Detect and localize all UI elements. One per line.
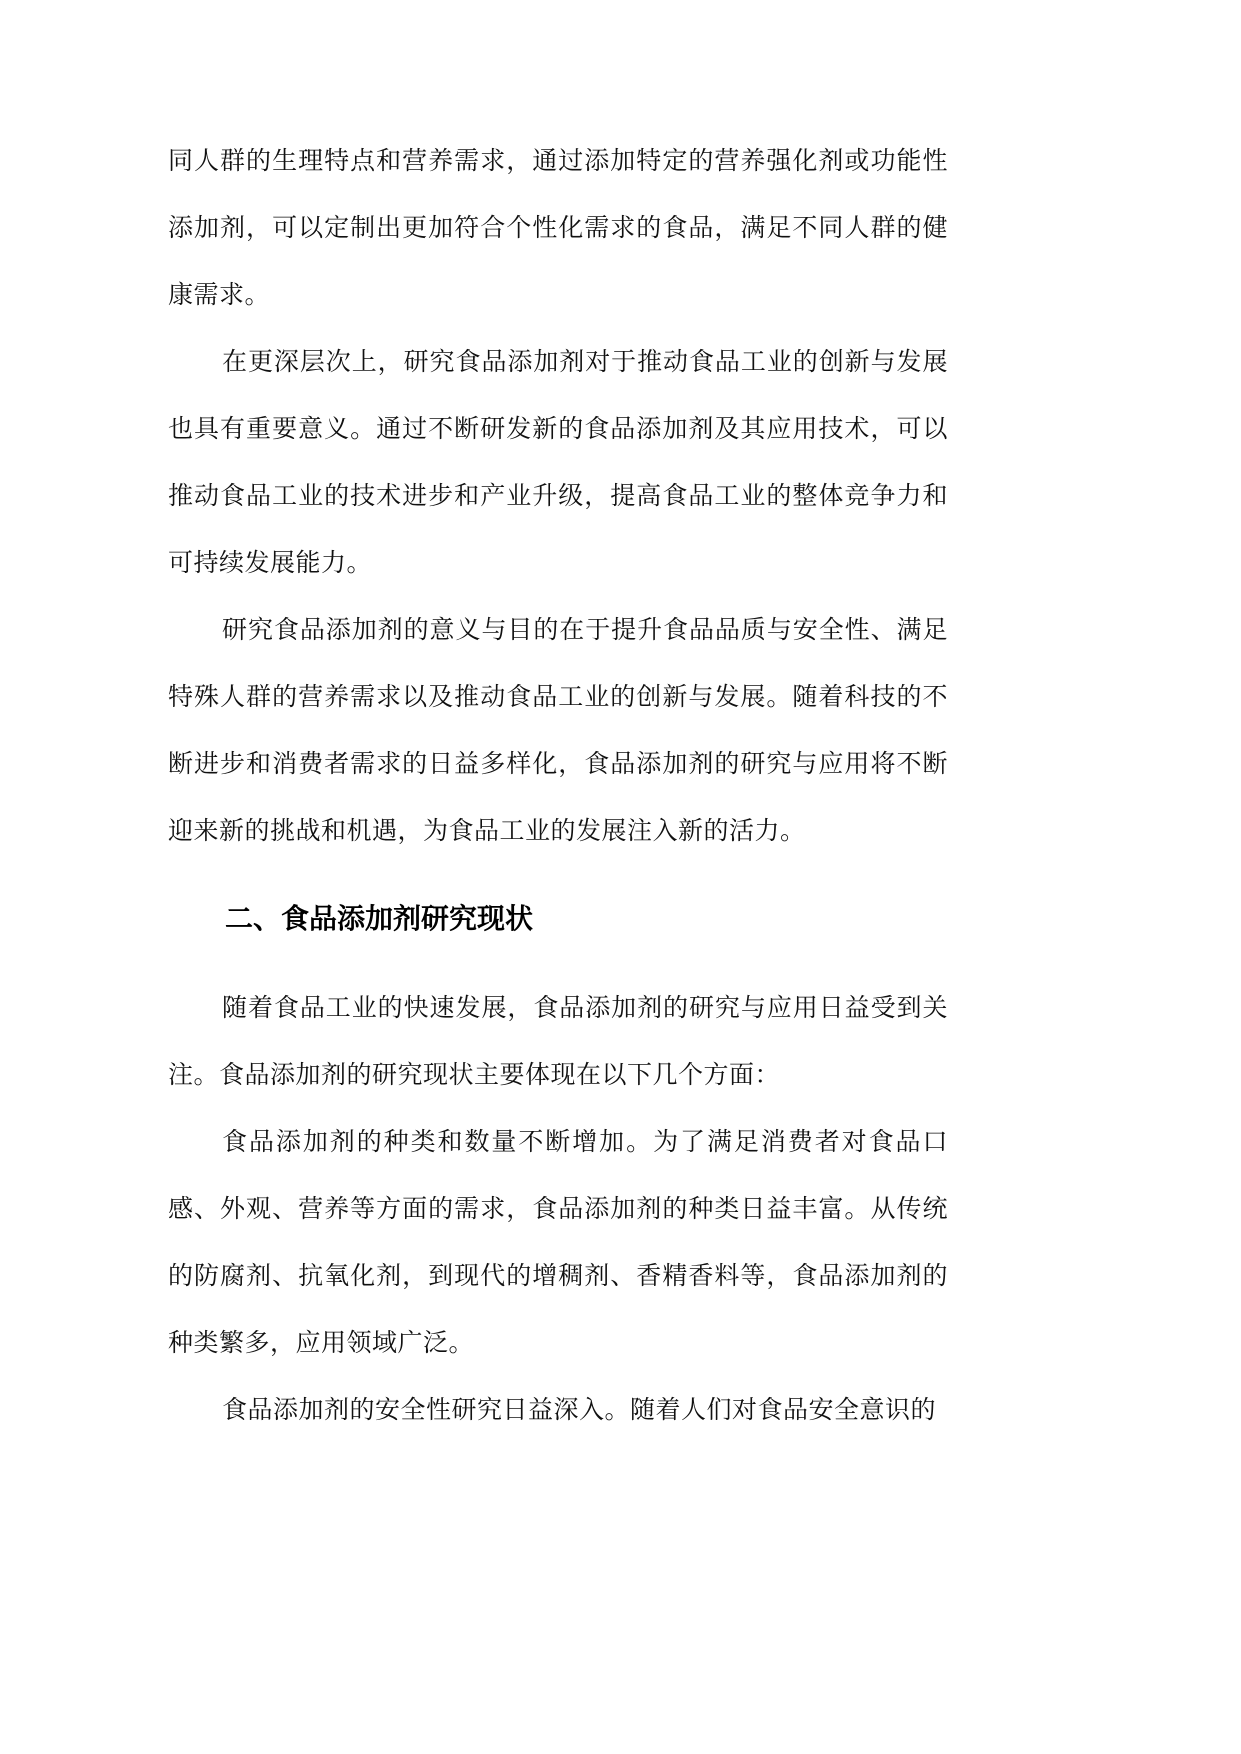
paragraph-significance: 在更深层次上，研究食品添加剂对于推动食品工业的创新与发展也具有重要意义。通过不断研发新的食品添加剂及其应用技术，可以推动食品工业的技术进步和产业升级，提高食品工业的整体竞争力和可持续发展能力。 <box>168 347 948 577</box>
paragraph-summary: 研究食品添加剂的意义与目的在于提升食品品质与安全性、满足特殊人群的营养需求以及推动食品工业的创新与发展。随着科技的不断进步和消费者需求的日益多样化，食品添加剂的研究与应用将不断迎来新的挑战和机遇，为食品工业的发展注入新的活力。 <box>168 615 948 845</box>
paragraph-safety: 食品添加剂的安全性研究日益深入。随着人们对食品安全意识的 <box>222 1395 937 1424</box>
section-heading: 二、食品添加剂研究现状 <box>225 902 534 935</box>
document-body <box>168 127 948 1443</box>
paragraph-continuation: 同人群的生理特点和营养需求，通过添加特定的营养强化剂或功能性添加剂，可以定制出更加符合个性化需求的食品，满足不同人群的健康需求。 <box>168 146 948 309</box>
paragraph-intro: 随着食品工业的快速发展，食品添加剂的研究与应用日益受到关注。食品添加剂的研究现状主要体现在以下几个方面： <box>168 993 948 1089</box>
paragraph-types: 食品添加剂的种类和数量不断增加。为了满足消费者对食品口感、外观、营养等方面的需求，食品添加剂的种类日益丰富。从传统的防腐剂、抗氧化剂，到现代的增稠剂、香精香料等，食品添加剂的种类繁多，应用领域广泛。 <box>168 1127 948 1357</box>
